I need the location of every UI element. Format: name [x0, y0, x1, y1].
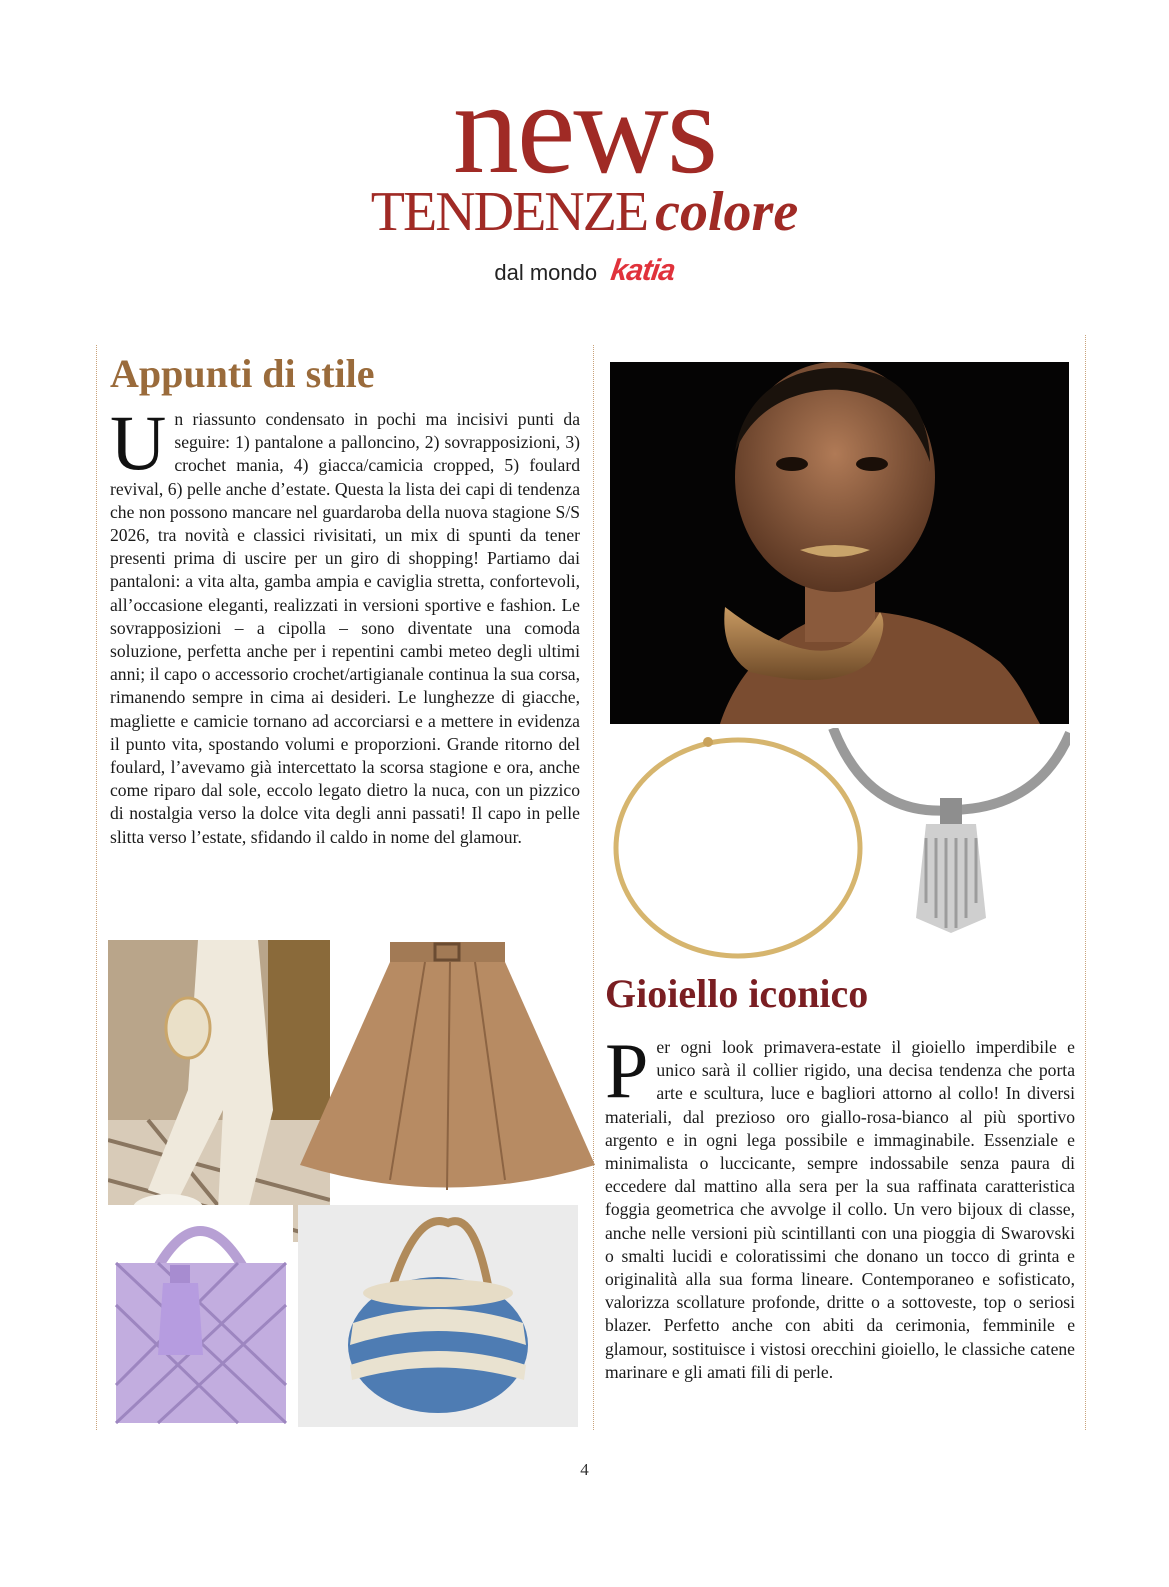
dropcap: U: [110, 399, 167, 486]
article-body-text: n riassunto condensato in pochi ma incisivi punti da seguire: 1) pantalone a palloncino, 2) sovrapposizioni, 3) crochet mania, 4) giacca/camicia cropped, 5) foulard revival, 6) pelle anche d’estate. Questa la lista dei capi di tendenza che non possono mancare nel guardaroba della nuova stagione S/S 2026, tra novità e classici rivisitati, un mix di spunti da tener presenti prima di uscire per un giro di shopping! Partiamo dai pantaloni: a vita alta, gamba ampia e caviglia stretta, confortevoli, all’occasione eleganti, realizzati in versioni sportive e fashion. Le sovrapposizioni – a cipolla – sono diventate una comoda soluzione, perfetta anche per i repentini cambi meteo degli ultimi anni; il capo o accessorio crochet/artigianale continua la sua corsa, rimanendo sempre in cima ai desideri. Le lunghezze di giacche, magliette e camicie tornano ad accorciarsi e a mettere in evidenza il punto vita, spostando volumi e proporzioni. Grande ritorno del foulard, l’avevamo già intercettato la scorsa stagione e ora, anche come riparo dal sole, eccolo legato dietro la nuca, con un pizzico di nostalgia verso la dolce vita degli anni passati! Il capo in pelle slitta verso l’estate, sfidando il caldo in nome del glamour.: [110, 409, 580, 847]
page-number: 4: [580, 1460, 589, 1479]
column-rule-middle: [593, 345, 594, 1430]
article-body: [110, 399, 580, 849]
from-label: dal mondo: [494, 260, 598, 285]
article-heading: Gioiello iconico: [605, 971, 869, 1016]
article-appunti-di-stile: [110, 350, 580, 849]
column-rule-left: [96, 345, 97, 1430]
article-gioiello-iconico: [605, 970, 1075, 1384]
article-heading: Appunti di stile: [110, 351, 375, 396]
column-rule-right: [1085, 335, 1086, 1430]
blue-crochet-bag-photo: [298, 1205, 578, 1427]
subtitle-colore: colore: [655, 181, 799, 243]
portrait-photo: [610, 362, 1069, 724]
section-subtitle: [0, 180, 1169, 244]
dropcap: P: [605, 1027, 649, 1114]
leather-skirt-photo: [295, 940, 600, 1200]
article-body: [605, 1027, 1075, 1384]
subtitle-tendenze: TENDENZE: [370, 181, 648, 243]
brand-line: [0, 254, 1169, 288]
article-body-text: er ogni look primavera-estate il gioiello imperdibile e unico sarà il collier rigido, una decisa tendenza che porta arte e scultura, luce e bagliori attorno al collo! In diversi materiali, dal prezioso oro giallo-rosa-bianco al più sportivo argento e in ogni lega possibile e immaginabile. Essenziale e minimalista o luccicante, sempre indossabile senza paura di eccedere dal mattino alla sera per la sua raffinata caratteristica foggia geometrica che avvolge il collo. Un vero bijoux di classe, anche nelle versioni più scintillanti con una pioggia di Swarovski o smalti lucidi e coloratissimi che donano un tocco di grinta e originalità alla sua forma lineare. Contemporaneo e sofisticato, valorizza scollature profonde, dritte o a sottoveste, top o seriosi blazer. Perfetto anche con abiti da cerimonia, femminile e glamour, sostituisce i vistosi orecchini gioiello, le classiche catene marinare e gli amati fili di perle.: [605, 1037, 1075, 1382]
magazine-title: news: [452, 54, 717, 201]
katia-logo: katia: [608, 254, 678, 287]
necklaces-photo: [608, 728, 1070, 968]
lilac-crochet-bag-photo: [108, 1205, 293, 1425]
